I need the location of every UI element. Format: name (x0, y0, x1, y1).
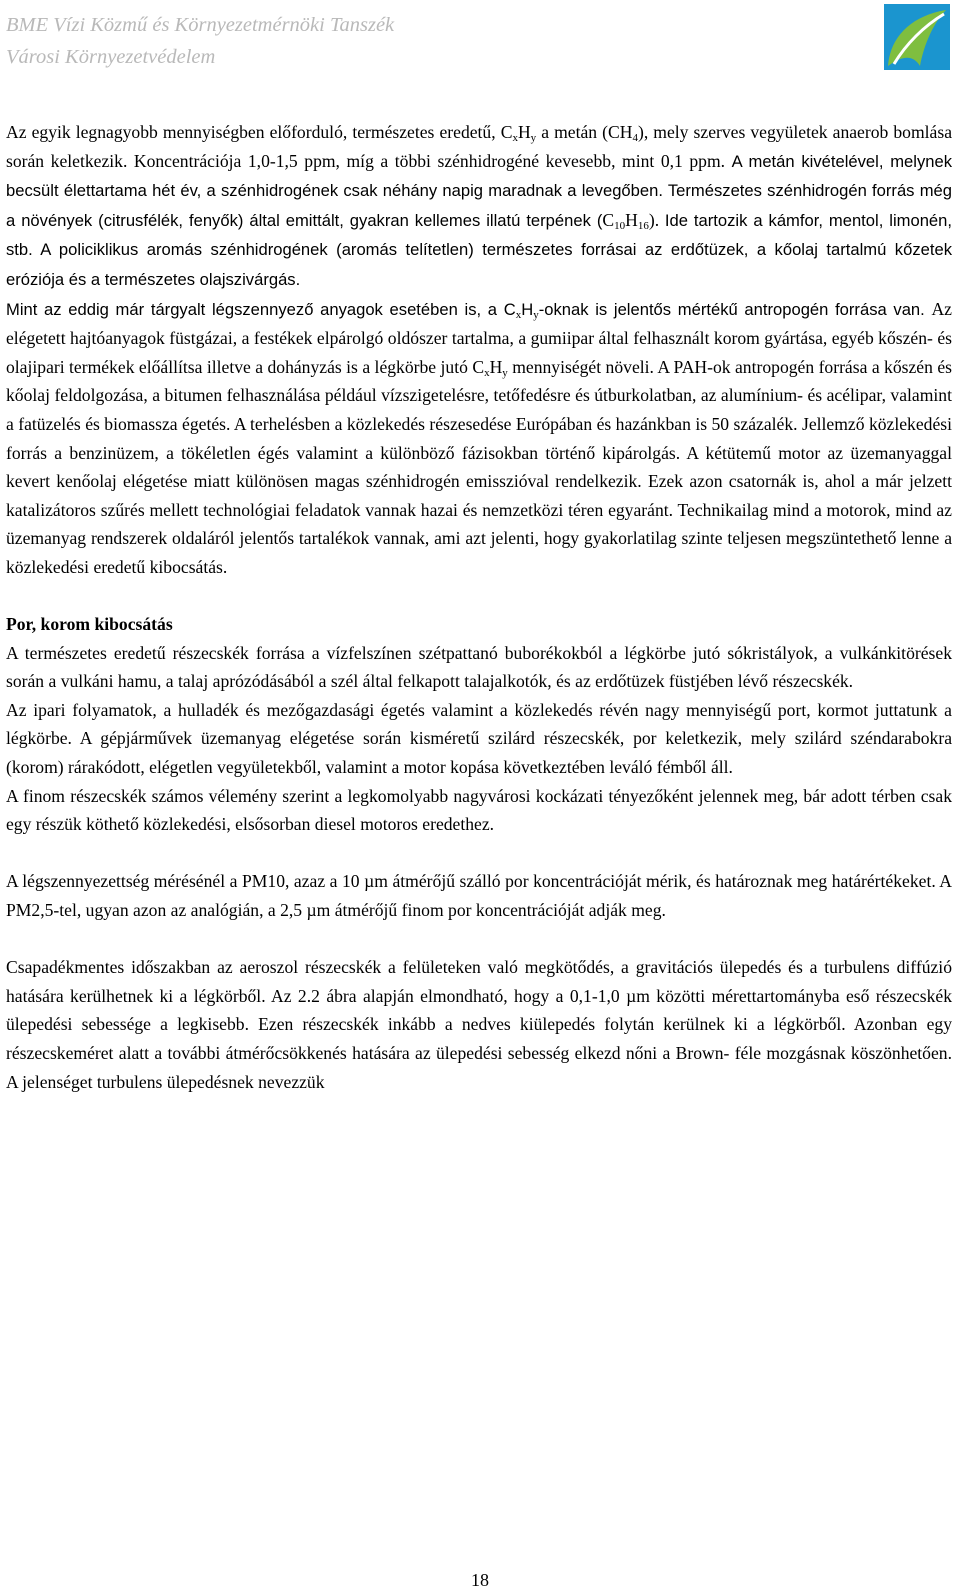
document-body (6, 118, 952, 1096)
page-number: 18 (471, 1570, 489, 1590)
text-sans: -oknak is jelentős mértékű antropogén forrása van. (538, 299, 932, 319)
section-title: Por, korom kibocsátás (6, 614, 173, 635)
page-header (0, 0, 960, 80)
subscript: 4 (632, 132, 638, 144)
university-logo-icon (884, 4, 950, 70)
text: C (602, 209, 615, 230)
text: H (517, 122, 531, 142)
text-sans: Mint az eddig már tárgyalt légszennyező anyagok esetében is, a C (6, 299, 516, 319)
text: H (489, 356, 503, 377)
subscript: y (502, 366, 508, 379)
text: Az egyik legnagyobb mennyiségben előforduló, természetes eredetű, C (6, 122, 513, 142)
paragraph-pm-measurement: A légszennyezettség mérésénél a PM10, azaz a 10 µm átmérőjű szálló por koncentrációját mérik, és határoznak meg határértékeket. A PM2,5-tel, ugyan azon az analógián, a 2,5 µm átmérőjű finom por koncentrációját adják meg. (6, 871, 952, 921)
paragraph-industrial-particles: Az ipari folyamatok, a hulladék és mezőgazdasági égetés valamint a közlekedés révén nagy mennyiségű port, kormot juttatunk a légkörbe. A gépjárművek üzemanyag elégetése során kisméretű szilárd részecskék, por keletkezik, mely szilárd széndarabokra (korom) rárakódott, elégetlen vegyületekből, valamint a motor kopása következtében leváló fémből áll. (6, 699, 952, 778)
subscript: y (533, 308, 539, 321)
text-sans: A metán kivételével, melynek becsült élettartama hét év, a szénhidrogének csak néhány napig maradnak a levegőben. Természetes szénhidrogén forrás még a növények (citrusfélék, fenyők) által emittált, gyakran kellemes illatú terpének ( (6, 151, 953, 230)
paragraph-fine-particles: A finom részecskék számos vélemény szerint a legkomolyabb nagyvárosi kockázati tényezőként jelennek meg, bár adott térben csak egy részük köthető közlekedési, elsősorban diesel motoros eredethez. (6, 785, 952, 835)
text: mennyiségét növeli. A PAH-ok antropogén forrása a kőszén és kőolaj feldolgozása, a bitumen felhasználása például vízszigetelésre, tetőfedésre és útburkolatban, az alumínium- és acélipar, valamint a fatüzelés és biomassza égetés. A terhelésben a közlekedés részesedése Európában és hazánkban is 50 százalék. Jellemző közlekedési forrás a benzinüzem, a tökéletlen égés valamint a különböző fázisokban történő kipárolgás. A kétütemű motor az üzemanyaggal kevert kenőolaj elégetése miatt különösen magas szénhidrogén emisszióval rendelkezik. Ezek azon csatornák is, ahol a már jelzett katalizátoros szűrés mellett technológiai feladatok vannak hazai és nemzetközi téren egyaránt. Technikailag mind a motorok, mind az üzemanyag rendszerek oldaláról jelentős tartalékok vannak, ami azt jelenti, hogy gyakorlatilag szinte teljesen megszüntethető lenne a közlekedési eredetű kibocsátás. (6, 356, 952, 577)
text-sans: H (521, 299, 534, 319)
subscript: 16 (637, 219, 649, 232)
paragraph-hydrocarbons-anthropogenic (6, 295, 952, 582)
text: Az elégetett hajtóanyagok füstgázai, a festékek elpárolgó oldószer tartalma, a gumiipar által felhasznált korom gyártása, egyéb kőszén- és olajipari termékek előállítsa illetve a dohányzás is a légkörbe jutó C (6, 298, 952, 377)
paragraph-deposition: Csapadékmentes időszakban az aeroszol részecskék a felületeken való megkötődés, a gravitációs ülepedés és a turbulens diffúzió hatására kerülhetnek ki a légkörből. Az 2.2 ábra alapján elmondható, hogy a 0,1-1,0 µm közötti mérettartományba eső részecskék ülepedési sebessége a legkisebb. Ezen részecskék inkább a nedves kiülepedés folytán kerülnek ki a légkörből. Azonban egy részecskeméret alatt a további átmérőcsökkenés hatására az ülepedési sebesség elkezd nőni a Brown- féle mozgásnak köszönhetően. A jelenséget turbulens ülepedésnek nevezzük (6, 957, 952, 1092)
text-sans: Ide tartozik a kámfor, mentol, limonén, stb. A policiklikus aromás szénhidrogének (aromás telítetlen) természetes forrásai az erdőtüzek, a kőolaj tartalmú kőzetek eróziója és a természetes olajszivárgás. (6, 210, 952, 289)
text: ). (648, 209, 665, 230)
subscript: x (484, 366, 490, 379)
text: ), mely szerves vegyületek anaerob bomlása során keletkezik. Koncentrációja 1,0-1,5 ppm, míg a többi szénhidrogéné kevesebb, mint 0,1 ppm. (6, 122, 953, 171)
paragraph-hydrocarbons-natural (6, 118, 952, 295)
subscript: x (512, 132, 518, 144)
header-department: BME Vízi Közmű és Környezetmérnöki Tanszék (6, 14, 395, 36)
text: a metán (CH (536, 122, 633, 142)
subscript: x (515, 308, 522, 321)
paragraph-natural-particles: A természetes eredetű részecskék forrása a vízfelszínen szétpattanó buborékokból a légkörbe jutó sókristályok, a vulkánkitörések során a vulkáni hamu, a talaj aprózódásából a szél által felkapott talajalkotók, és az erdőtüzek füstjében lévő részecskék. (6, 642, 952, 692)
header-course: Városi Környezetvédelem (6, 46, 216, 68)
subscript: y (530, 132, 537, 144)
subscript: 10 (614, 219, 626, 232)
text: H (625, 209, 638, 230)
